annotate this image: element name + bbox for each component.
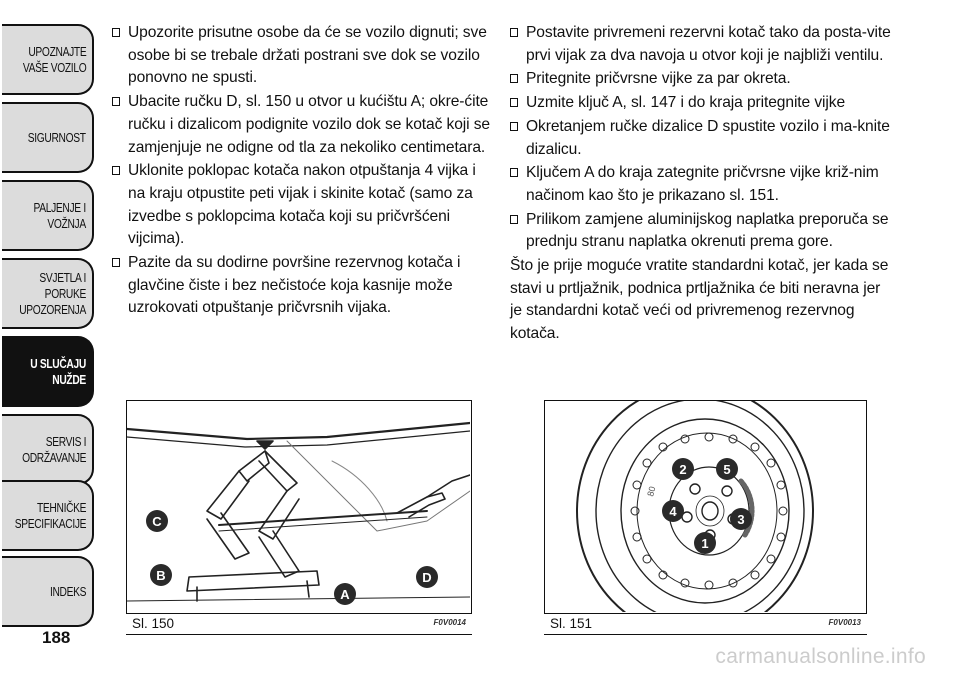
- list-item: [112, 91, 494, 159]
- figure-150-caption: [126, 614, 472, 635]
- list-item-text: Prilikom zamjene aluminijskog naplatka preporuča se prednju stranu naplatka okrenuti prema gore.: [526, 210, 889, 251]
- tab-label: TEHNIČKE SPECIFIKACIJE: [14, 500, 86, 531]
- list-item: [112, 22, 494, 90]
- tab-paljenje[interactable]: [2, 180, 94, 251]
- tab-label: UPOZNAJTE VAŠE VOZILO: [22, 44, 86, 75]
- checkbox-bullet-icon: [112, 97, 120, 106]
- tab-tehnicke[interactable]: [2, 480, 94, 551]
- left-column: [112, 22, 494, 320]
- list-item-text: Postavite privremeni rezervni kotač tako da posta-vite prvi vijak za dva navoja u otvor koji je najbliži ventilu.: [526, 24, 891, 64]
- figure-151-illustration: [544, 400, 867, 614]
- figure-code: F0V0013: [828, 618, 861, 627]
- callout-1: 1: [694, 532, 716, 554]
- callout-4: 4: [662, 500, 684, 522]
- list-item: [510, 209, 892, 254]
- figure-151: [544, 400, 867, 636]
- list-item-text: Ubacite ručku D, sl. 150 u otvor u kućištu A; okre-ćite ručku i dizalicom podignite vozilo dok se kotač koji se zamjenjuje ne odigne od tla za nekoliko centimetara.: [128, 93, 490, 156]
- callout-5: 5: [716, 458, 738, 480]
- callout-c: C: [146, 510, 168, 532]
- list-item: [510, 116, 892, 161]
- list-item-text: Pritegnite pričvrsne vijke za par okreta.: [526, 70, 791, 88]
- right-column: [510, 22, 892, 346]
- checkbox-bullet-icon: [510, 168, 518, 177]
- callout-d: D: [416, 566, 438, 588]
- list-item: [510, 22, 892, 67]
- list-item: [510, 162, 892, 207]
- callout-3: 3: [730, 508, 752, 530]
- figure-151-caption: [544, 614, 867, 635]
- list-item: [510, 68, 892, 91]
- figure-150: [126, 400, 472, 636]
- tab-upoznajte[interactable]: [2, 24, 94, 95]
- callout-2: 2: [672, 458, 694, 480]
- list-item: [112, 252, 494, 320]
- tab-u-slucaju-nuzde[interactable]: [2, 336, 94, 407]
- list-item: [112, 160, 494, 251]
- rim-marking: 80: [645, 485, 658, 498]
- checkbox-bullet-icon: [510, 28, 518, 37]
- list-item-text: Okretanjem ručke dizalice D spustite vozilo i ma-knite dizalicu.: [526, 117, 890, 158]
- tab-sigurnost[interactable]: [2, 102, 94, 173]
- figure-code: F0V0014: [433, 618, 466, 627]
- wheel-illustration: [545, 401, 865, 612]
- tab-label: SIGURNOST: [28, 130, 86, 145]
- tab-label: SERVIS I ODRŽAVANJE: [21, 434, 86, 465]
- list-item-text: Uzmite ključ A, sl. 147 i do kraja pritegnite vijke: [526, 94, 846, 112]
- note-paragraph: Što je prije moguće vratite standardni kotač, jer kada se stavi u prtljažnik, podnica prtljažnika će biti neravna jer je standardni kotač veći od privremenog rezervnog kotača.: [510, 257, 889, 343]
- tab-label: PALJENJE I VOŽNJA: [33, 200, 86, 231]
- site-watermark: carmanualsonline.info: [715, 645, 926, 668]
- callout-a: A: [334, 583, 356, 605]
- tab-label: U SLUČAJU NUŽDE: [30, 356, 86, 387]
- checkbox-bullet-icon: [112, 166, 120, 175]
- tab-label: INDEKS: [49, 584, 86, 599]
- tab-svjetla[interactable]: [2, 258, 94, 329]
- tab-label: SVJETLA I PORUKE UPOZORENJA: [19, 270, 86, 317]
- figure-label: Sl. 150: [132, 616, 175, 631]
- checkbox-bullet-icon: [510, 74, 518, 83]
- callout-b: B: [150, 564, 172, 586]
- list-item-text: Pazite da su dodirne površine rezervnog kotača i glavčine čiste i bez nečistoće koja kasnije može uzrokovati otpuštanje pričvrsnih vijaka.: [128, 254, 461, 317]
- tab-servis[interactable]: [2, 414, 94, 485]
- checkbox-bullet-icon: [112, 258, 120, 267]
- list-item-text: Ključem A do kraja zategnite pričvrsne vijke križ-nim načinom kao što je prikazano sl. 151.: [526, 164, 879, 204]
- checkbox-bullet-icon: [510, 215, 518, 224]
- checkbox-bullet-icon: [112, 28, 120, 37]
- list-item-text: Uklonite poklopac kotača nakon otpuštanja 4 vijka i na kraju otpustite peti vijak i skinite kotač (samo za izvedbe s poklopcima kotača koji su pričvršćeni vijcima).: [128, 162, 476, 248]
- figure-label: Sl. 151: [550, 616, 593, 631]
- checkbox-bullet-icon: [510, 98, 518, 107]
- list-item-text: Upozorite prisutne osobe da će se vozilo dignuti; sve osobe bi se trebale držati postrani sve dok se vozilo ponovno ne spusti.: [128, 24, 487, 87]
- list-item: [510, 92, 892, 115]
- page-number: 188: [42, 628, 71, 647]
- tab-indeks[interactable]: [2, 556, 94, 627]
- checkbox-bullet-icon: [510, 122, 518, 131]
